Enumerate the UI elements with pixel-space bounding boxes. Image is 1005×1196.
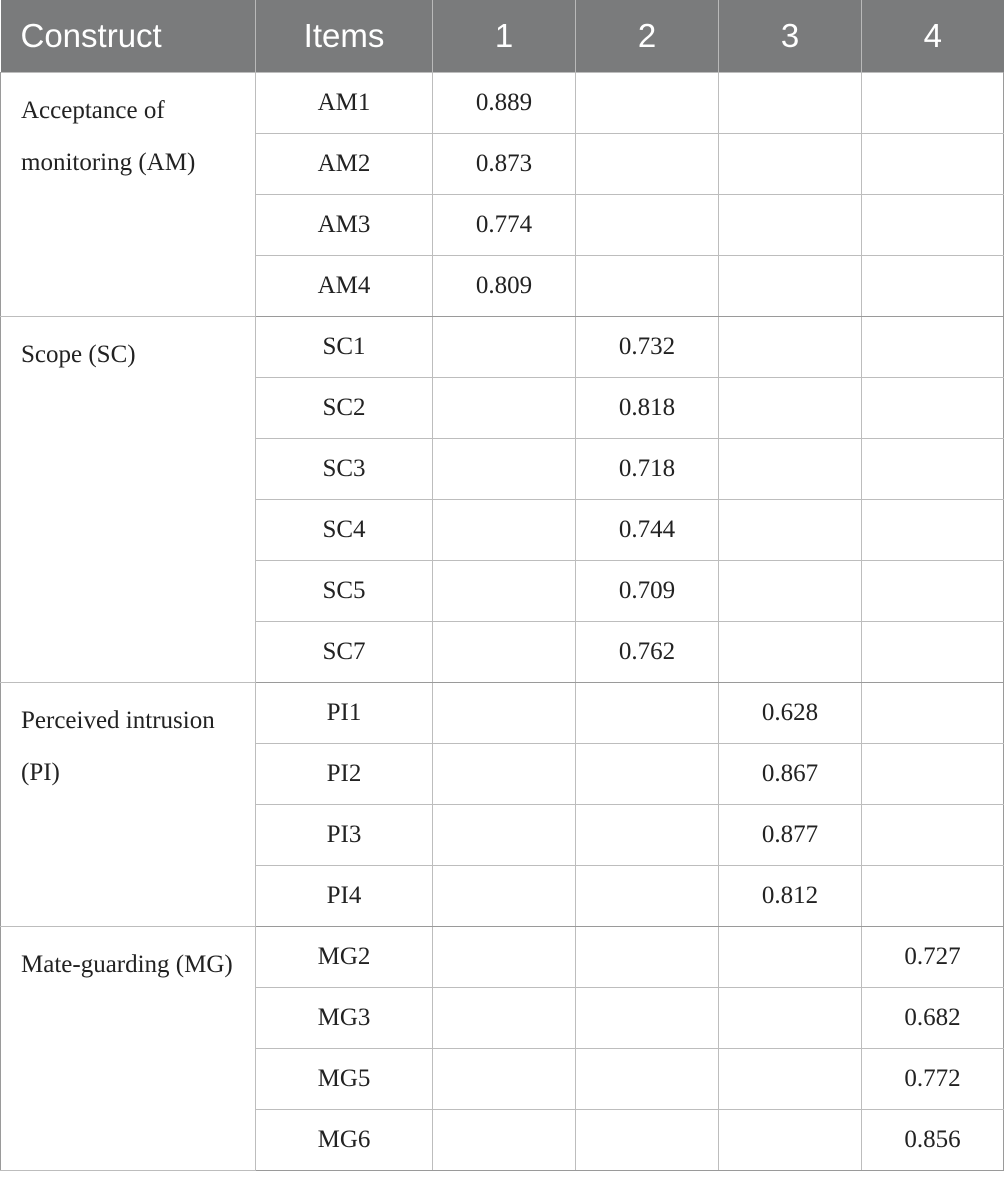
item-cell: AM1 (256, 73, 433, 134)
header-factor-2: 2 (576, 0, 719, 73)
loading-cell-factor-1 (433, 561, 576, 622)
loading-cell-factor-4 (862, 744, 1004, 805)
loading-cell-factor-4 (862, 317, 1004, 378)
loading-cell-factor-2 (576, 683, 719, 744)
loading-cell-factor-3 (719, 317, 862, 378)
item-cell: SC3 (256, 439, 433, 500)
loading-cell-factor-4: 0.682 (862, 988, 1004, 1049)
loading-cell-factor-1 (433, 683, 576, 744)
loading-cell-factor-2: 0.718 (576, 439, 719, 500)
loading-cell-factor-1 (433, 378, 576, 439)
loading-cell-factor-2 (576, 866, 719, 927)
loading-cell-factor-1 (433, 866, 576, 927)
table-header (1, 0, 1004, 73)
item-cell: SC1 (256, 317, 433, 378)
loading-cell-factor-1 (433, 1110, 576, 1171)
item-cell: PI1 (256, 683, 433, 744)
loading-cell-factor-3: 0.867 (719, 744, 862, 805)
loading-cell-factor-4 (862, 561, 1004, 622)
construct-cell: Scope (SC) (1, 317, 256, 683)
loading-cell-factor-2 (576, 927, 719, 988)
loading-cell-factor-1 (433, 317, 576, 378)
loading-cell-factor-3: 0.812 (719, 866, 862, 927)
loading-cell-factor-3 (719, 1110, 862, 1171)
loading-cell-factor-1 (433, 439, 576, 500)
loading-cell-factor-1 (433, 1049, 576, 1110)
loading-cell-factor-3: 0.628 (719, 683, 862, 744)
loading-cell-factor-4: 0.727 (862, 927, 1004, 988)
loading-cell-factor-1 (433, 927, 576, 988)
loading-cell-factor-3 (719, 927, 862, 988)
loading-cell-factor-2: 0.732 (576, 317, 719, 378)
loading-cell-factor-1 (433, 622, 576, 683)
item-cell: AM3 (256, 195, 433, 256)
loading-cell-factor-2 (576, 1049, 719, 1110)
item-cell: MG5 (256, 1049, 433, 1110)
construct-cell: Perceived intrusion (PI) (1, 683, 256, 927)
loading-cell-factor-1 (433, 988, 576, 1049)
construct-cell: Acceptance of monitoring (AM) (1, 73, 256, 317)
loading-cell-factor-4 (862, 622, 1004, 683)
loading-cell-factor-3: 0.877 (719, 805, 862, 866)
construct-cell: Mate-guarding (MG) (1, 927, 256, 1171)
loading-cell-factor-2 (576, 256, 719, 317)
loading-cell-factor-4 (862, 866, 1004, 927)
table-row (1, 927, 1004, 988)
item-cell: MG6 (256, 1110, 433, 1171)
item-cell: PI3 (256, 805, 433, 866)
loading-cell-factor-2 (576, 988, 719, 1049)
header-factor-1: 1 (433, 0, 576, 73)
loading-cell-factor-2 (576, 134, 719, 195)
loading-cell-factor-4 (862, 378, 1004, 439)
loading-cell-factor-4 (862, 805, 1004, 866)
loading-cell-factor-2: 0.762 (576, 622, 719, 683)
item-cell: AM2 (256, 134, 433, 195)
header-row (1, 0, 1004, 73)
loading-cell-factor-4 (862, 439, 1004, 500)
loading-cell-factor-4 (862, 500, 1004, 561)
header-construct: Construct (1, 0, 256, 73)
loading-cell-factor-3 (719, 988, 862, 1049)
loading-cell-factor-1: 0.809 (433, 256, 576, 317)
loading-cell-factor-4: 0.772 (862, 1049, 1004, 1110)
table-row (1, 317, 1004, 378)
loading-cell-factor-2 (576, 73, 719, 134)
loading-cell-factor-4: 0.856 (862, 1110, 1004, 1171)
loading-cell-factor-2 (576, 1110, 719, 1171)
loading-cell-factor-4 (862, 256, 1004, 317)
loading-cell-factor-2: 0.818 (576, 378, 719, 439)
loading-cell-factor-3 (719, 500, 862, 561)
loading-cell-factor-4 (862, 195, 1004, 256)
item-cell: MG3 (256, 988, 433, 1049)
item-cell: SC4 (256, 500, 433, 561)
item-cell: AM4 (256, 256, 433, 317)
loading-cell-factor-3 (719, 73, 862, 134)
item-cell: SC7 (256, 622, 433, 683)
table-row (1, 73, 1004, 134)
item-cell: SC2 (256, 378, 433, 439)
header-items: Items (256, 0, 433, 73)
loading-cell-factor-2 (576, 744, 719, 805)
table-row (1, 683, 1004, 744)
loading-cell-factor-3 (719, 439, 862, 500)
header-factor-3: 3 (719, 0, 862, 73)
loading-cell-factor-3 (719, 622, 862, 683)
header-factor-4: 4 (862, 0, 1004, 73)
loading-cell-factor-1: 0.889 (433, 73, 576, 134)
item-cell: MG2 (256, 927, 433, 988)
loading-cell-factor-3 (719, 561, 862, 622)
loading-cell-factor-1: 0.873 (433, 134, 576, 195)
item-cell: PI4 (256, 866, 433, 927)
item-cell: SC5 (256, 561, 433, 622)
table-body (1, 73, 1004, 1171)
loading-cell-factor-3 (719, 256, 862, 317)
loading-cell-factor-3 (719, 378, 862, 439)
loading-cell-factor-1 (433, 805, 576, 866)
loading-cell-factor-1: 0.774 (433, 195, 576, 256)
loading-cell-factor-4 (862, 683, 1004, 744)
item-cell: PI2 (256, 744, 433, 805)
loading-cell-factor-2 (576, 805, 719, 866)
loading-cell-factor-1 (433, 744, 576, 805)
loading-cell-factor-2: 0.744 (576, 500, 719, 561)
loading-cell-factor-3 (719, 1049, 862, 1110)
loading-cell-factor-1 (433, 500, 576, 561)
loading-cell-factor-4 (862, 134, 1004, 195)
loading-cell-factor-3 (719, 195, 862, 256)
loading-cell-factor-2: 0.709 (576, 561, 719, 622)
loading-cell-factor-2 (576, 195, 719, 256)
loading-cell-factor-3 (719, 134, 862, 195)
loading-cell-factor-4 (862, 73, 1004, 134)
